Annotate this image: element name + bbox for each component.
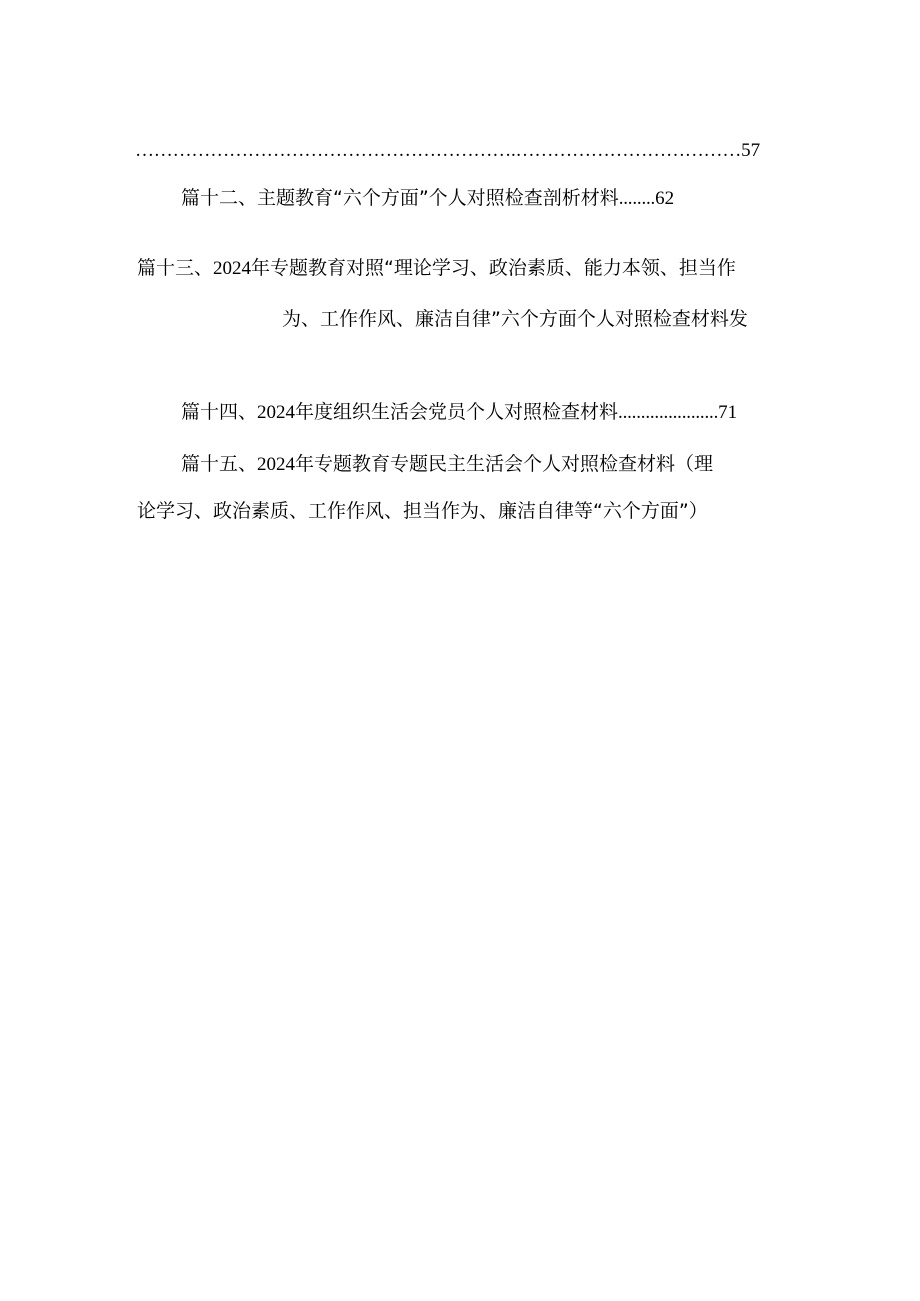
toc-entry-12[interactable] — [181, 186, 674, 211]
toc-entry-year: 2024 — [213, 258, 252, 279]
toc-leader: …………………………………………………….……………………………… — [135, 140, 742, 161]
toc-entry-label: 年专题教育对照“理论学习、政治素质、能力本领、担当作 — [251, 257, 736, 279]
toc-entry-14[interactable] — [181, 400, 737, 425]
toc-entry-label-continued: 论学习、政治素质、工作作风、担当作为、廉洁自律等“六个方面”） — [137, 500, 708, 522]
toc-entry-label: 篇十二、主题教育“六个方面”个人对照检查剖析材料 — [181, 187, 619, 209]
toc-entry-15-line-2[interactable] — [137, 499, 708, 523]
toc-entry-year: 2024 — [257, 454, 296, 475]
toc-entry-year: 2024 — [257, 402, 296, 423]
toc-leader: ........ — [618, 188, 656, 209]
toc-entry-13-line-2[interactable] — [282, 307, 748, 331]
toc-page-number: 62 — [655, 188, 675, 209]
toc-entry-label: 年度组织生活会党员个人对照检查材料 — [295, 401, 619, 423]
toc-entry-15-line-1[interactable] — [181, 452, 713, 477]
toc-entry-11-tail[interactable] — [135, 138, 760, 163]
toc-entry-13-line-1[interactable] — [137, 256, 736, 281]
toc-entry-prefix: 篇十五、 — [181, 453, 258, 475]
toc-entry-prefix: 篇十四、 — [181, 401, 258, 423]
toc-page-number: 71 — [718, 402, 738, 423]
toc-page-number: 57 — [741, 140, 761, 161]
toc-entry-label: 年专题教育专题民主生活会个人对照检查材料（理 — [295, 453, 714, 475]
toc-leader: ...................... — [618, 402, 719, 423]
toc-entry-label-continued: 为、工作作风、廉洁自律”六个方面个人对照检查材料发 — [282, 308, 748, 330]
toc-entry-prefix: 篇十三、 — [137, 257, 214, 279]
